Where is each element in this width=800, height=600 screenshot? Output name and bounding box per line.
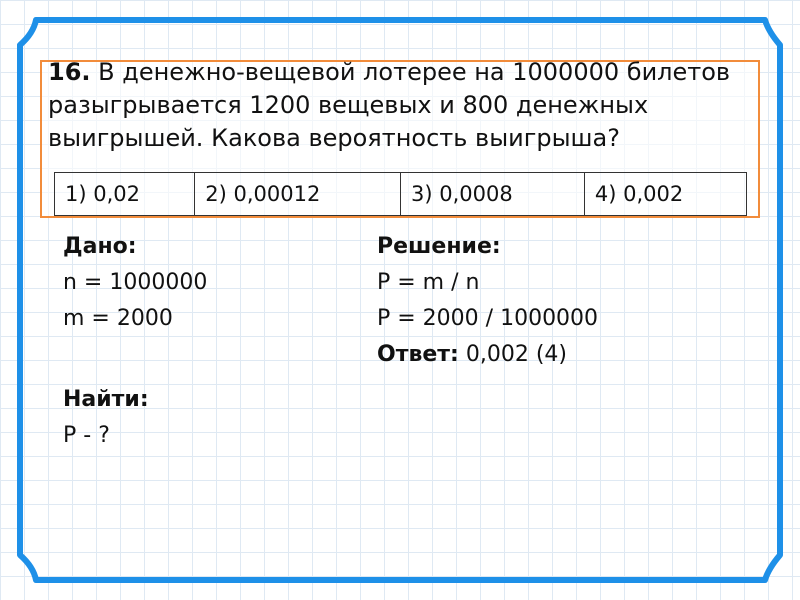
answer-line — [377, 337, 598, 373]
calculation-line: P = 2000 / 1000000 — [377, 306, 599, 331]
given-m: m = 2000 — [63, 306, 173, 331]
question-text — [48, 56, 748, 155]
solution-title: Решение: — [377, 234, 501, 259]
option-3: 3) 0,0008 — [400, 173, 584, 216]
option-1: 1) 0,02 — [55, 173, 195, 216]
answer-options-table — [54, 172, 747, 216]
find-title: Найти: — [63, 387, 149, 412]
option-2: 2) 0,00012 — [195, 173, 401, 216]
given-title: Дано: — [63, 234, 137, 259]
option-4: 4) 0,002 — [584, 173, 746, 216]
formula-line: P = m / n — [377, 270, 480, 295]
find-section — [63, 382, 149, 454]
given-section — [63, 229, 207, 337]
solution-section — [377, 229, 598, 373]
given-n: n = 1000000 — [63, 270, 208, 295]
question-body: В денежно-вещевой лотерее на 1000000 билетов разыгрывается 1200 вещевых и 800 денежных выигрышей. Какова вероятность выигрыша? — [48, 58, 731, 152]
answer-label: Ответ: — [377, 342, 459, 367]
find-line: P - ? — [63, 423, 110, 448]
answer-value: 0,002 (4) — [458, 342, 567, 367]
answer-options-row — [55, 173, 747, 216]
question-number: 16. — [48, 58, 91, 86]
